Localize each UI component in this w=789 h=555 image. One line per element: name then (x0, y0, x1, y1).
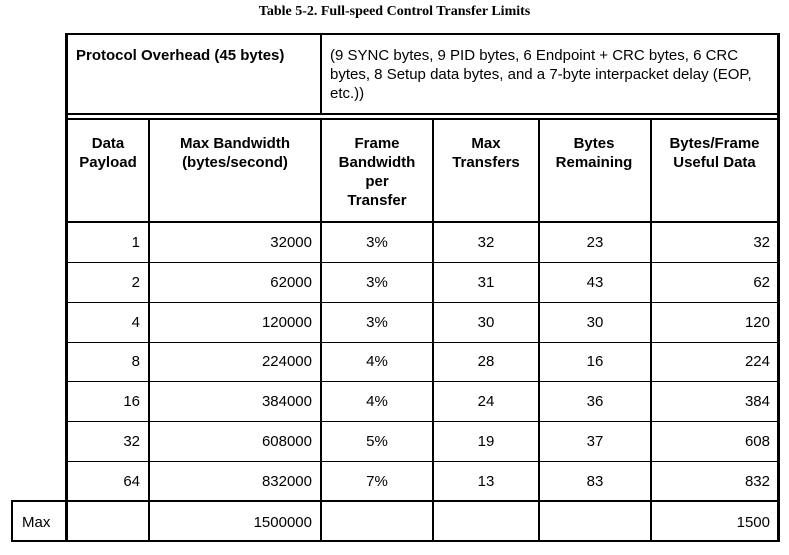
row-rule (65, 342, 780, 343)
overhead-double-rule-2 (65, 118, 780, 120)
cell-frame-bandwidth: 3% (366, 234, 388, 251)
row-rule (65, 461, 780, 462)
overhead-description: (9 SYNC bytes, 9 PID bytes, 6 Endpoint + CRC bytes, 6 CRC bytes, 8 Setup data bytes, and a 7-byte interpacket delay (EOP, etc.)) (330, 47, 752, 102)
cell-bytes-remaining: 16 (586, 353, 604, 370)
max-row-label: Max (22, 514, 51, 531)
cell-frame-bandwidth: 4% (366, 393, 388, 410)
cell-frame-bandwidth: 4% (366, 353, 388, 370)
cell-max-transfers: 19 (477, 433, 495, 450)
cell-max-transfers: 13 (477, 473, 495, 490)
max-row-bandwidth: 1500000 (253, 514, 312, 531)
row-rule (65, 302, 780, 303)
cell-useful-data: 32 (753, 234, 770, 251)
header-bottom-rule (65, 221, 780, 223)
row-rule (65, 381, 780, 382)
cell-useful-data: 62 (753, 274, 770, 291)
cell-useful-data: 608 (744, 433, 770, 450)
col-header-data-payload: Data Payload (79, 135, 137, 171)
cell-data-payload: 1 (131, 234, 140, 251)
cell-max-transfers: 28 (477, 353, 495, 370)
cell-data-payload: 32 (123, 433, 140, 450)
max-row-useful: 1500 (736, 514, 770, 531)
cell-max-bandwidth: 608000 (261, 433, 312, 450)
cell-max-transfers: 30 (477, 314, 495, 331)
cell-data-payload: 16 (123, 393, 140, 410)
cell-bytes-remaining: 83 (586, 473, 604, 490)
cell-max-bandwidth: 224000 (261, 353, 312, 370)
table-border-right (777, 33, 780, 542)
overhead-label: Protocol Overhead (45 bytes) (76, 47, 285, 64)
cell-bytes-remaining: 37 (586, 433, 604, 450)
cell-useful-data: 120 (744, 314, 770, 331)
max-row-top-rule (11, 500, 780, 502)
col-header-bytes-remaining: Bytes Remaining (555, 135, 633, 171)
col-header-max-bandwidth: Max Bandwidth (bytes/second) (179, 135, 290, 171)
cell-frame-bandwidth: 7% (366, 473, 388, 490)
cell-bytes-remaining: 43 (586, 274, 604, 291)
cell-useful-data: 384 (744, 393, 770, 410)
cell-max-bandwidth: 120000 (261, 314, 312, 331)
row-rule (65, 421, 780, 422)
table-caption: Table 5-2. Full-speed Control Transfer Limits (258, 4, 531, 19)
cell-max-transfers: 24 (477, 393, 495, 410)
cell-useful-data: 224 (744, 353, 770, 370)
col-header-frame-bandwidth: Frame Bandwidth per Transfer (338, 135, 416, 209)
cell-data-payload: 4 (131, 314, 140, 331)
cell-max-bandwidth: 62000 (270, 274, 312, 291)
overhead-divider (320, 33, 322, 115)
cell-useful-data: 832 (744, 473, 770, 490)
max-row-left-border (11, 500, 13, 542)
cell-max-transfers: 31 (477, 274, 495, 291)
cell-max-transfers: 32 (477, 234, 495, 251)
col-header-max-transfers: Max Transfers (452, 135, 520, 171)
cell-data-payload: 8 (131, 353, 140, 370)
cell-max-bandwidth: 832000 (261, 473, 312, 490)
cell-bytes-remaining: 23 (586, 234, 604, 251)
overhead-double-rule (65, 113, 780, 115)
row-rule (65, 262, 780, 263)
cell-data-payload: 64 (123, 473, 140, 490)
cell-bytes-remaining: 30 (586, 314, 604, 331)
cell-max-bandwidth: 384000 (261, 393, 312, 410)
cell-bytes-remaining: 36 (586, 393, 604, 410)
cell-frame-bandwidth: 5% (366, 433, 388, 450)
table-border-top (65, 33, 780, 35)
table-border-bottom (11, 540, 780, 542)
cell-frame-bandwidth: 3% (366, 314, 388, 331)
col-header-bytes-frame-useful: Bytes/Frame Useful Data (669, 135, 760, 171)
cell-frame-bandwidth: 3% (366, 274, 388, 291)
cell-max-bandwidth: 32000 (270, 234, 312, 251)
cell-data-payload: 2 (131, 274, 140, 291)
